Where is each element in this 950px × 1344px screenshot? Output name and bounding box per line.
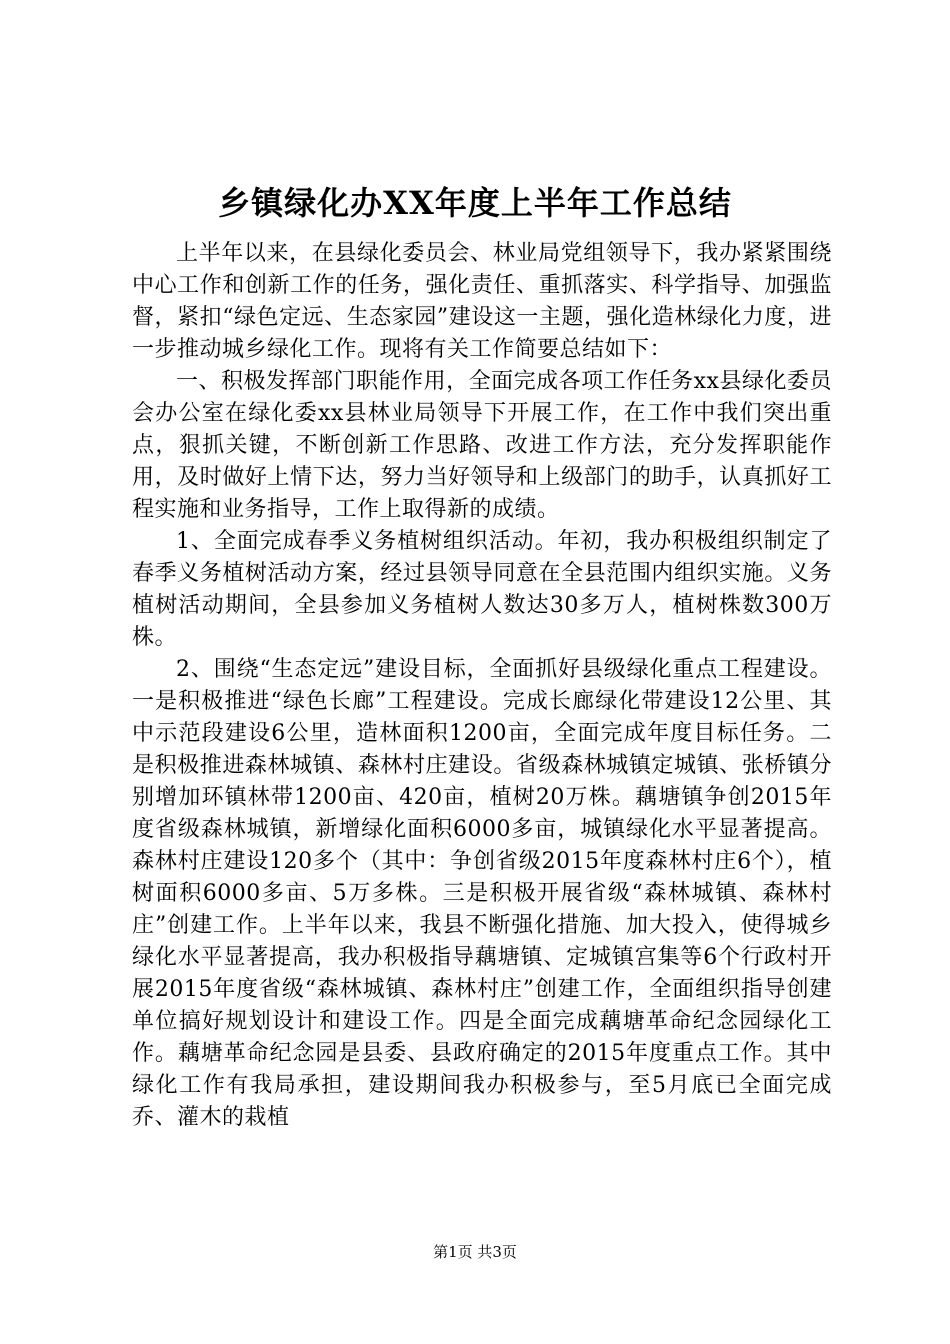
paragraph-section-1: 一、积极发挥部门职能作用，全面完成各项工作任务xx县绿化委员会办公室在绿化委xx县林业局领导下开展工作，在工作中我们突出重点，狠抓关键，不断创新工作思路、改进工作方法，充分发挥职能作用，及时做好上情下达，努力当好领导和上级部门的助手，认真抓好工程实施和业务指导，工作上取得新的成绩。 <box>132 369 832 522</box>
paragraph-intro: 上半年以来，在县绿化委员会、林业局党组领导下，我办紧紧围绕中心工作和创新工作的任务，强化责任、重抓落实、科学指导、加强监督，紧扣“绿色定远、生态家园”建设这一主题，强化造林绿化力度，进一步推动城乡绿化工作。现将有关工作简要总结如下： <box>132 241 832 362</box>
document-body <box>132 238 832 1134</box>
page-footer: 第1页 共3页 <box>433 1243 517 1261</box>
paragraph-item-2: 2、围绕“生态定远”建设目标，全面抓好县级绿化重点工程建设。一是积极推进“绿色长廊”工程建设。完成长廊绿化带建设12公里、其中示范段建设6公里，造林面积1200亩，全面完成年度目标任务。二是积极推进森林城镇、森林村庄建设。省级森林城镇定城镇、张桥镇分别增加环镇林带1200亩、420亩，植树20万株。藕塘镇争创2015年度省级森林城镇，新增绿化面积6000多亩，城镇绿化水平显著提高。森林村庄建设120多个（其中：争创省级2015年度森林村庄6个），植树面积6000多亩、5万多株。三是积极开展省级“森林城镇、森林村庄”创建工作。上半年以来，我县不断强化措施、加大投入，使得城乡绿化水平显著提高，我办积极指导藕塘镇、定城镇宫集等6个行政村开展2015年度省级“森林城镇、森林村庄”创建工作，全面组织指导创建单位搞好规划设计和建设工作。四是全面完成藕塘革命纪念园绿化工作。藕塘革命纪念园是县委、县政府确定的2015年度重点工作。其中绿化工作有我局承担，建设期间我办积极参与，至5月底已全面完成乔、灌木的栽植 <box>132 657 832 1130</box>
page-title: 乡镇绿化办XX年度上半年工作总结 <box>218 184 732 222</box>
paragraph-item-1: 1、全面完成春季义务植树组织活动。年初，我办积极组织制定了春季义务植树活动方案，经过县领导同意在全县范围内组织实施。义务植树活动期间，全县参加义务植树人数达30多万人，植树株数300万株。 <box>132 529 832 650</box>
